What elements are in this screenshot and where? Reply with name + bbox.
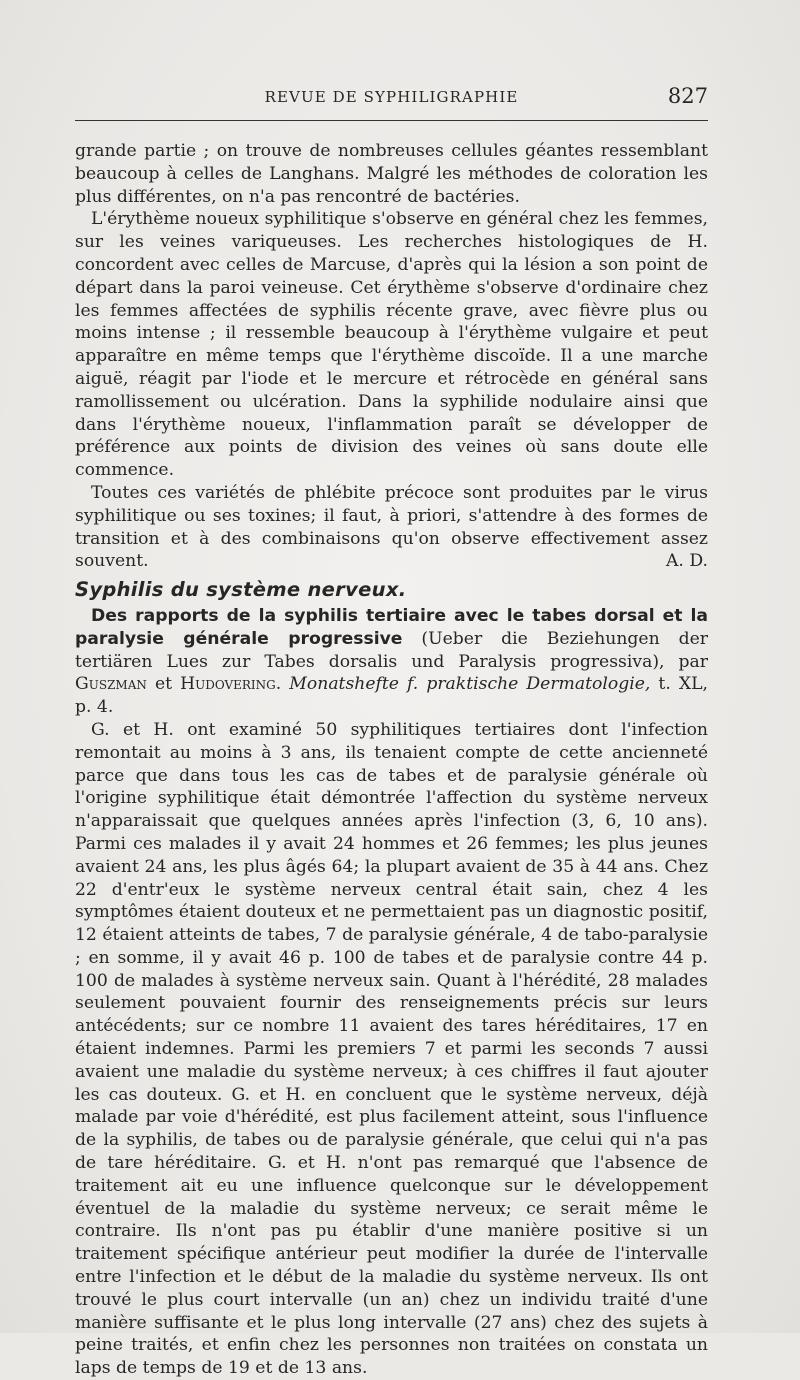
paragraph-study: G. et H. ont examiné 50 syphilitiques tertiaires dont l'infection remontait au moins à 3 ans, ils tenaient compte de cette ancienneté parce que dans tous les cas de tabes et de paralysie générale où l'origine syphilitique était démontrée l'affection du système nerveux n'apparaissait que quelques années après l'infection (3, 6, 10 ans). Parmi ces malades il y avait 24 hommes et 26 femmes; les plus jeunes avaient 24 ans, les plus âgés 64; la plupart avaient de 35 à 44 ans. Chez 22 d'entr'eux le système nerveux central était sain, chez 4 les symptômes étaient douteux et ne permettaient pas un diagnostic positif, 12 étaient atteints de tabes, 7 de paralysie générale, 4 de tabo-paralysie ; en somme, il y avait 46 p. 100 de tabes et de paralysie contre 44 p. 100 de malades à système nerveux sain. Quant à l'hérédité, 28 malades seulement pouvaient fournir des renseignements précis sur leurs antécédents; sur ce nombre 11 avaient des tares héréditaires, 17 en étaient indemnes. Parmi les premiers 7 et parmi les seconds 7 aussi avaient une maladie du système nerveux; à ces chiffres il faut ajouter les cas douteux. G. et H. en concluent que le système nerveux, déjà malade par voie d'hérédité, est plus facilement atteint, sous l'influence de la syphilis, de tabes ou de paralysie générale, que celui qui n'a pas de tare héréditaire. G. et H. n'ont pas remarqué que l'absence de traitement ait eu une influence quelconque sur le développement éventuel de la maladie du système nerveux; ce serait même le contraire. Ils n'ont pas pu établir d'une manière positive si un traitement spécifique antérieur peut modifier la durée de l'intervalle entre l'infection et le début de la maladie du système nerveux. Ils ont trouvé le plus court intervalle (un an) chez un individu traité d'une manière suffisante et le plus long intervalle (27 ans) chez des sujets à peine traités, et enfin chez les personnes non traitées on constata un laps de temps de 19 et de 13 ans. [75, 719, 708, 1379]
paragraph-phlebite-text: Toutes ces variétés de phlébite précoce sont produites par le virus syphilitique ou ses toxines; il faut, à priori, s'attendre à des formes de transition et à des combinaisons qu'on observe effectivement assez souvent. [75, 482, 708, 572]
running-title: REVUE DE SYPHILIGRAPHIE [264, 88, 519, 106]
paragraph-continuation: grande partie ; on trouve de nombreuses cellules géantes ressemblant beaucoup à celles de Langhans. Malgré les méthodes de coloration les plus différentes, on n'a pas rencontré de bactéries. [75, 141, 708, 207]
journal-volume: t. XL, p. 4. [75, 674, 708, 718]
article-original-title: (Ueber die Beziehungen der tertiären Lues zur Tabes dorsalis und Paralysis progressiva), par [75, 628, 708, 672]
page-header [75, 84, 708, 110]
page-number: 827 [667, 84, 708, 108]
header-rule [75, 120, 708, 121]
paragraph-erytheme: L'érythème noueux syphilitique s'observe en général chez les femmes, sur les veines variqueuses. Les recherches histologiques de H. concordent avec celles de Marcuse, d'après qui la lésion a son point de départ dans la paroi veineuse. Cet érythème s'observe d'ordinaire chez les femmes affectées de syphilis récente grave, avec fièvre plus ou moins intense ; il ressemble beaucoup à l'érythème vulgaire et peut apparaître en même temps que l'érythème discoïde. Il a une marche aiguë, réagit par l'iode et le mercure et rétrocède en général sans ramollissement ou ulcération. Dans la syphilide nodulaire ainsi que dans l'érythème noueux, l'inflammation paraît se développer de préférence aux points de division des veines où sans doute elle commence. [75, 209, 708, 481]
journal-name: Monatshefte f. praktische Dermatologie, [289, 674, 651, 695]
article-reference [75, 605, 708, 719]
author-join: et [154, 674, 173, 695]
article-title: Des rapports de la syphilis tertiaire avec le tabes dorsal et la paralysie générale progressive [75, 605, 708, 649]
page-body [75, 140, 708, 1380]
signature: A. D. [666, 551, 708, 572]
section-heading: Syphilis du système nerveux. [75, 578, 407, 602]
author-2: Hudovering. [180, 674, 282, 695]
paragraph-phlebite [75, 482, 708, 573]
author-1: Guszman [75, 674, 147, 695]
